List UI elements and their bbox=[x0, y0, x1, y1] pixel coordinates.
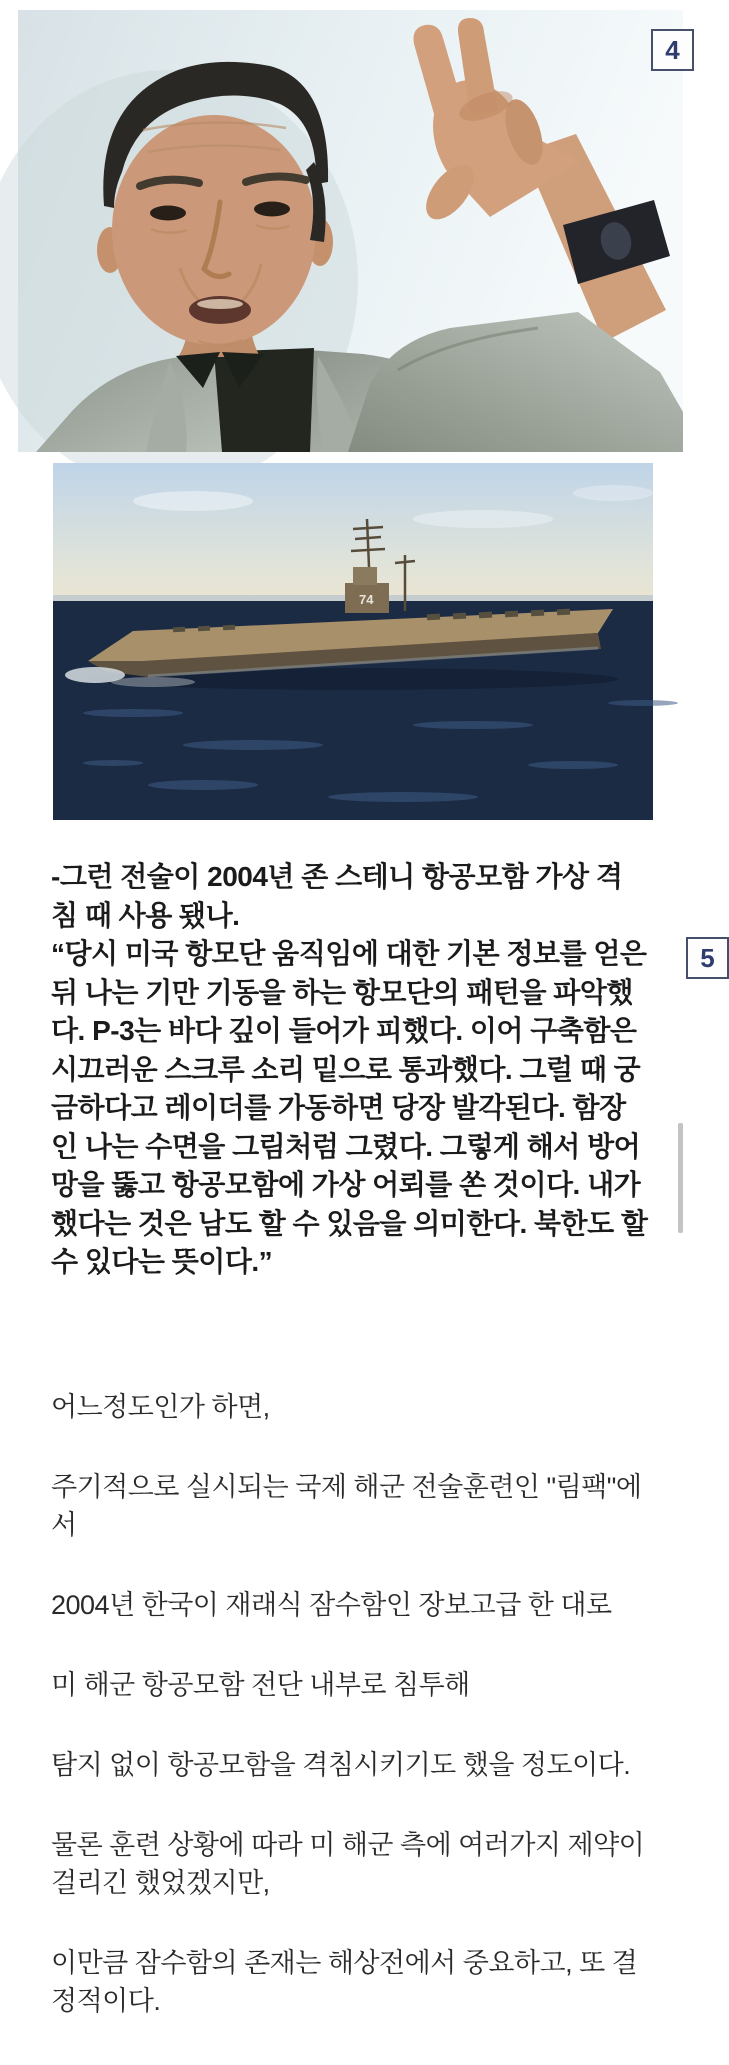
commentary-paragraph: 이만큼 잠수함의 존재는 해상전에서 중요하고, 또 결정적이다. bbox=[51, 1948, 638, 2016]
interview-answer: “당시 미국 항모단 움직임에 대한 기본 정보를 얻은 뒤 나는 기만 기동을 하는 항모단의 패턴을 파악했다. P-3는 바다 깊이 들어가 피했다. 이어 구축함은 시끄러운 스크루 소리 밑으로 통과했다. 그럴 때 궁금하다고 레이더를 가동하면 당장 발각된다. 함장인 나는 수면을 그림처럼 그렸다. 그렇게 해서 방어망을 뚫고 항공모함에 가상 어뢰를 쏜 것이다. 내가 했다는 것은 남도 할 수 있음을 의미한다. 북한도 할 수 있다는 뜻이다.” bbox=[51, 938, 648, 1277]
image-number-badge-5: 5 bbox=[686, 937, 729, 979]
commentary-text-block bbox=[51, 1388, 651, 2062]
commentary-paragraph: 주기적으로 실시되는 국제 해군 전술훈련인 "림팩"에서 bbox=[51, 1472, 642, 1540]
hull-number: 74 bbox=[359, 592, 374, 607]
interviewee-photo bbox=[18, 10, 683, 452]
interviewee-photo-art bbox=[18, 10, 683, 452]
eyes bbox=[150, 206, 186, 221]
commentary-paragraph: 미 해군 항공모함 전단 내부로 침투해 bbox=[51, 1670, 470, 1700]
commentary-paragraph: 2004년 한국이 재래식 잠수함인 장보고급 한 대로 bbox=[51, 1590, 612, 1620]
carrier-photo-art bbox=[53, 463, 653, 820]
commentary-paragraph: 어느정도인가 하면, bbox=[51, 1392, 270, 1422]
commentary-paragraph: 탐지 없이 항공모함을 격침시키기도 했을 정도이다. bbox=[51, 1750, 631, 1780]
clouds bbox=[133, 491, 253, 511]
image-number-badge-4: 4 bbox=[651, 29, 694, 71]
interview-text-block bbox=[51, 858, 648, 1282]
scrollbar-thumb[interactable] bbox=[678, 1123, 683, 1233]
commentary-paragraph: 물론 훈련 상황에 따라 미 해군 측에 여러가지 제약이 걸리긴 했었겠지만, bbox=[51, 1830, 645, 1898]
interview-question: -그런 전술이 2004년 존 스테니 항공모함 가상 격침 때 사용 됐나. bbox=[51, 861, 623, 931]
